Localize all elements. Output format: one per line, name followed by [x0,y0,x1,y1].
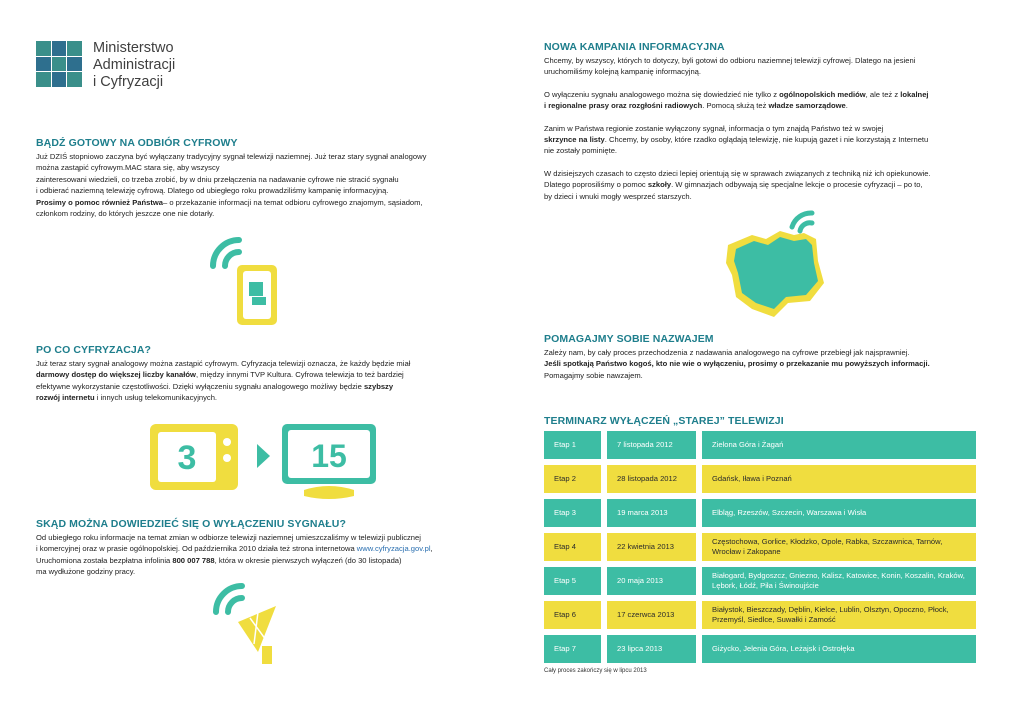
section-where-title: SKĄD MOŻNA DOWIEDZIEĆ SIĘ O WYŁĄCZENIU SYGNAŁU? [36,518,346,530]
date-cell: 28 listopada 2012 [607,465,696,493]
section-campaign [544,41,994,202]
arrow-right-icon [254,444,274,470]
date-cell: 20 maja 2013 [607,567,696,595]
schedule-table [544,431,976,669]
date-cell: 19 marca 2013 [607,499,696,527]
stage-cell: Etap 3 [544,499,601,527]
section-why [36,344,496,404]
places-cell: Gdańsk, Iława i Poznań [702,465,976,493]
satellite-dish-icon [210,582,290,672]
table-row [544,533,976,561]
date-cell: 22 kwietnia 2013 [607,533,696,561]
campaign-paragraph-3: Zanim w Państwa regionie zostanie wyłączony sygnał, informacja o tym znajdą Państwo też w swojej skrzynce na listy. Chcemy, by osoby, które rzadko oglądają telewizję, nie kupują gazet i nie korzystają z Internetu nie zostały pominięte. [544,123,929,156]
places-cell: Zielona Góra i Żagań [702,431,976,459]
campaign-paragraph-4: W dzisiejszych czasach to często dzieci lepiej orientują się w sprawach związanych z techniką niż ich opiekunowie. Dlatego poprosiliśmy o pomoc szkoły. W gimnazjach odbywają się specjalne lekcje o procesie cyfryzacji – po to, by dzieci i wnuki mogły wesprzeć starszych. [544,168,931,201]
website-link[interactable]: www.cyfryzacja.gov.pl [356,544,431,554]
places-cell: Białogard, Bydgoszcz, Gniezno, Kalisz, Katowice, Konin, Koszalin, Kraków, Lębork, Łódź, Piła i Świnoujście [702,567,976,595]
places-cell: Częstochowa, Gorlice, Kłodzko, Opole, Rabka, Szczawnica, Tarnów, Wrocław i Zakopane [702,533,976,561]
stage-cell: Etap 7 [544,635,601,663]
stage-cell: Etap 1 [544,431,601,459]
table-row [544,465,976,493]
table-row [544,499,976,527]
logo-line-2: Administracji [93,57,176,73]
section-help-text: Zależy nam, by cały proces przechodzenia z nadawania analogowego na cyfrowe przebiegł jak najsprawniej. Jeśli spotkają Państwo kogoś, kto nie wie o wyłączeniu, prosimy o przekazanie mu powyższych informacji. Pomagajmy sobie nawzajem. [544,348,930,380]
date-cell: 23 lipca 2013 [607,635,696,663]
tv-15-icon [280,424,380,504]
section-why-text: Już teraz stary sygnał analogowy można zastąpić cyfrowym. Cyfryzacja telewizji oznacza, że każdy będzie miał darmowy dostęp do większej liczby kanałów, między innymi TVP Kultura. Cyfrowa telewizja to też bardziej efektywne wykorzystanie częstotliwości. Dzięki wyłączeniu sygnału analogowego możliwy będzie szybszy rozwój internetu i innych usług telekomunikacyjnych. [36,359,411,403]
tv-3-icon [150,424,250,504]
section-help [544,333,994,381]
tv-3-number: 3 [177,439,197,477]
table-row [544,567,976,595]
section-ready [36,137,496,219]
logo-line-1: Ministerstwo [93,40,174,56]
date-cell: 7 listopada 2012 [607,431,696,459]
section-where [36,518,506,578]
ministry-name [93,40,175,91]
table-row [544,431,976,459]
places-cell: Giżycko, Jelenia Góra, Leżajsk i Ostrołęka [702,635,976,663]
ministry-logo-icon [36,41,82,87]
stage-cell: Etap 4 [544,533,601,561]
logo-line-3: i Cyfryzacji [93,74,164,90]
schedule-note: Cały proces zakończy się w lipcu 2013 [544,668,647,674]
stage-cell: Etap 6 [544,601,601,629]
phone-signal-icon [205,230,285,330]
table-row [544,601,976,629]
section-ready-title: BĄDŹ GOTOWY NA ODBIÓR CYFROWY [36,137,238,149]
stage-cell: Etap 5 [544,567,601,595]
hotline-number: 800 007 788 [172,555,215,565]
schedule-title: TERMINARZ WYŁĄCZEŃ „STAREJ” TELEWIZJI [544,415,784,427]
section-why-title: PO CO CYFRYZACJA? [36,344,152,356]
places-cell: Białystok, Bieszczady, Dęblin, Kielce, Lublin, Olsztyn, Opoczno, Płock, Przemyśl, Siedlce, Suwałki i Zamość [702,601,976,629]
section-where-text: Od ubiegłego roku informacje na temat zmian w odbiorze telewizji naziemnej umieszczaliśmy w telewizji publicznej i komercyjnej oraz w prasie ogólnopolskiej. Od października 2010 działa też strona internetowa www.cyfryzacja.gov.pl, Uruchomiona została bezpłatna infolinia 800 007 788, która w okresie pierwszych wyłączeń (do 30 listopada) ma wydłużone godziny pracy. [36,533,433,577]
date-cell: 17 czerwca 2013 [607,601,696,629]
poland-map-signal-icon [722,205,832,325]
places-cell: Elbląg, Rzeszów, Szczecin, Warszawa i Wisła [702,499,976,527]
section-ready-text: Już DZIŚ stopniowo zaczyna być wyłączany tradycyjny sygnał telewizji naziemnej. Już teraz stary sygnał analogowy można zastąpić cyfrowym.MAC stara się, aby wszyscy zainteresowani wiedzieli, co trzeba zrobić, by w dniu przełączenia na nadawanie cyfrowe nie stracić sygnału i odbierać naziemną telewizję cyfrową. Dlatego od ubiegłego roku prowadziliśmy kampanię informacyjną. Prosimy o pomoc również Państwa– o przekazanie informacji na temat odbioru cyfrowego znajomym, sąsiadom, członkom rodziny, do których jeszcze one nie dotarły. [36,152,427,219]
section-help-title: POMAGAJMY SOBIE NAZWAJEM [544,333,714,345]
campaign-paragraph-1: Chcemy, by wszyscy, których to dotyczy, byli gotowi do odbioru naziemnej telewizji cyfrowej. Dlatego na jesieni uruchomiliśmy kolejną kampanię informacyjną. [544,56,916,77]
stage-cell: Etap 2 [544,465,601,493]
table-row [544,635,976,663]
section-campaign-title: NOWA KAMPANIA INFORMACYJNA [544,41,725,53]
tv-15-number: 15 [311,438,347,474]
campaign-paragraph-2: O wyłączeniu sygnału analogowego można się dowiedzieć nie tylko z ogólnopolskich mediów, ale też z lokalnej i regionalne prasy oraz rozgłośni radiowych. Pomocą służą też władze samorządowe. [544,89,929,111]
